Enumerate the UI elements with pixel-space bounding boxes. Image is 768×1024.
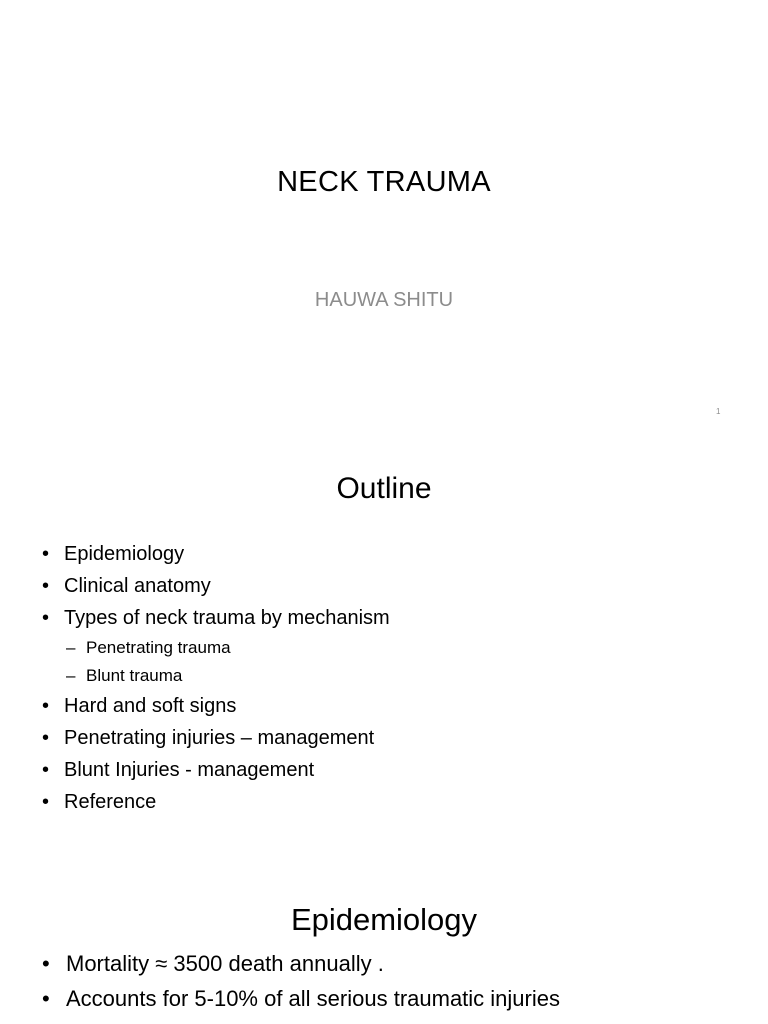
list-item: • Types of neck trauma by mechanism (42, 602, 390, 634)
list-item: • Hard and soft signs (42, 690, 390, 722)
list-item: • Reference (42, 786, 390, 818)
bullet-list (42, 538, 390, 818)
slide-title: Epidemiology (290, 902, 478, 937)
list-item: • Mortality ≈ 3500 death annually . (42, 946, 560, 981)
list-item: • Clinical anatomy (42, 570, 390, 602)
list-item: • Epidemiology (42, 538, 390, 570)
list-item: • Accounts for 5-10% of all serious traumatic injuries (42, 981, 560, 1016)
title-slide (0, 0, 768, 432)
slide-title: Outline (336, 472, 432, 505)
sub-list-item: – Penetrating trauma (42, 634, 390, 662)
list-item: • Penetrating injuries – management (42, 722, 390, 754)
list-item: • Blunt Injuries - management (42, 754, 390, 786)
sub-list-item: – Blunt trauma (42, 662, 390, 690)
epidemiology-slide (0, 864, 768, 1024)
page-number: 1 (716, 407, 721, 416)
bullet-list (42, 946, 560, 1016)
presentation-title: NECK TRAUMA (277, 166, 491, 198)
presenter-name: HAUWA SHITU (314, 289, 454, 311)
outline-slide (0, 432, 768, 864)
